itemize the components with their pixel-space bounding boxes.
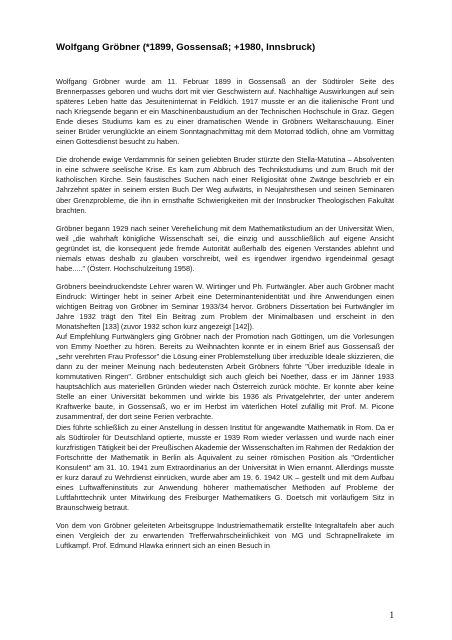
title-name: Wolfgang Gröbner (56, 42, 141, 53)
paragraph-study-vienna: Gröbner begann 1929 nach seiner Verehelichung mit dem Mathematikstudium an der Universität Wien, weil „die wahrhaft königliche Wissenschaft sei, die einzig und ausschließlich auf eigene Ansicht gegründet ist, die konsequent jede fremde Autorität außerhalb des eigenen Verstandes ablehnt und niemals etwas deshalb zu glauben vorschreibt, weil es irgendwer irgendwo irgendeinmal gesagt habe....." (Österr. Hochschulzeitung 1958). (56, 223, 394, 273)
page-number: 1 (389, 610, 394, 620)
paragraph-industrial-math: Von dem von Gröbner geleiteten Arbeitsgruppe Industriemathematik erstellte Integraltafeln aber auch einen Vergleich der zu erwartenden Trefferwahrscheinlichkeit von MG und Schrapnellrakete im Luftkampf. Prof. Edmund Hlawka erinnert sich an einen Besuch in (56, 520, 394, 551)
title-dates: (*1899, Gossensaß; +1980, Innsbruck) (140, 42, 316, 53)
paragraph-early-life: Wolfgang Gröbner wurde am 11. Februar 1899 in Gossensaß an der Südtiroler Seite des Brennerpasses geboren und wuchs dort mit vier Geschwistern auf. Nachhaltige Auswirkungen auf sein späteres Leben hatte das Jesuiteninternat in Feldkich. 1917 musste er an die italienische Front und nach Kriegsende begann er ein Maschinenbaustudium an der Technischen Hochschule in Graz. Gegen Ende dieses Studiums kam es zu einer dramatischen Wende in Gröbners Weltanschauung. Einer seiner Brüder verunglückte an einem Sonntagnachmittag mit dem Motorrad tödlich, ohne am Vormittag einen Gottesdienst besucht zu haben. (56, 77, 394, 147)
document-title (56, 42, 394, 54)
paragraph-rome-berlin-vienna: Dies führte schließlich zu einer Anstellung in dessen Institut für angewandte Mathematik in Rom. Da er als Südtiroler für Deutschland optierte, musste er 1939 Rom wieder verlassen und wurde nach einer kurzfristigen Tätigkeit bei der Preußischen Akademie der Wissenschaften im Rahmen der Redaktion der Fortschritte der Mathematik in Berlin als Äquivalent zu seiner römischen Position als "Ordentlicher Konsulent" am 31. 10. 1941 zum Extraordinarius an der Universität in Wien ernannt. Allerdings musste er kurz darauf zu Wehrdienst einrücken, wurde aber am 19. 6. 1942 UK – gestellt und mit dem Aufbau eines Luftwaffeninstituts zur Anwendung höherer mathematischer Methoden auf Probleme der Luftfahrttechnik unter Mitwirkung des Freiburger Mathematikers G. Doetsch mit vorläufigem Sitz in Braunschweig betraut. (56, 422, 394, 512)
paragraph-teachers: Gröbners beeindruckendste Lehrer waren W. Wirtinger und Ph. Furtwängler. Aber auch Gröbner macht Eindruck: Wirtinger hebt in seiner Arbeit eine Determinantenidentität und ihre Anwendungen einen wichtigen Beitrag von Gröbner im Seminar 1933/34 hervor. Gröbners Dissertation bei Furtwängler im Jahre 1932 trägt den Titel Ein Beitrag zum Problem der Minimalbasen und erscheint in den Monatsheften [133] (zuvor 1932 schon kurz angezeigt [142]). (56, 281, 394, 332)
paragraph-crisis: Die drohende ewige Verdammnis für seinen geliebten Bruder stürzte den Stella-Matutina – Absolventen in eine schwere seelische Krise. Es kam zum Abbruch des Technikstudiums und zum Bruch mit der katholischen Kirche. Sein faustisches Suchen nach einer Religiosität ohne Zwänge beschrieb er ein Jahrzehnt später in seinem ersten Buch Der Weg aufwärts, in Neujahrsthesen und seinen Seminaren über Grenzprobleme, die ihn in ernsthafte Schwierigkeiten mit der Innsbrucker Theologischen Fakultät brachten. (56, 155, 394, 215)
paragraph-goettingen: Auf Empfehlung Furtwänglers ging Gröbner nach der Promotion nach Göttingen, um die Vorlesungen von Emmy Noether zu hören. Bereits zu Weihnachten konnte er in einem Brief aus Gossensaß der „sehr verehrten Frau Professor" die Lösung einer Problemstellung über irreduzible Ideale skizzieren, die dann zu der meiner Meinung nach bedeutensten Arbeit Gröbners führte "Über irreduzible Ideale in kommutativen Ringen". Gröbner entschuldigt sich auch gleich bei Noether, dass er im Jänner 1933 hauptsächlich aus materiellen Gründen wieder nach Österreich zurück möchte. Er konnte aber keine Stelle an einer Universität bekommen und wirkte bis 1936 als Privatgelehrter, der unter anderem Kraftwerke baute, in Gossensaß, wo er im Herbst im väterlichen Hotel zufällig mit Prof. M. Picone zusammentraf, der dort seine Ferien verbrachte. (56, 332, 394, 422)
